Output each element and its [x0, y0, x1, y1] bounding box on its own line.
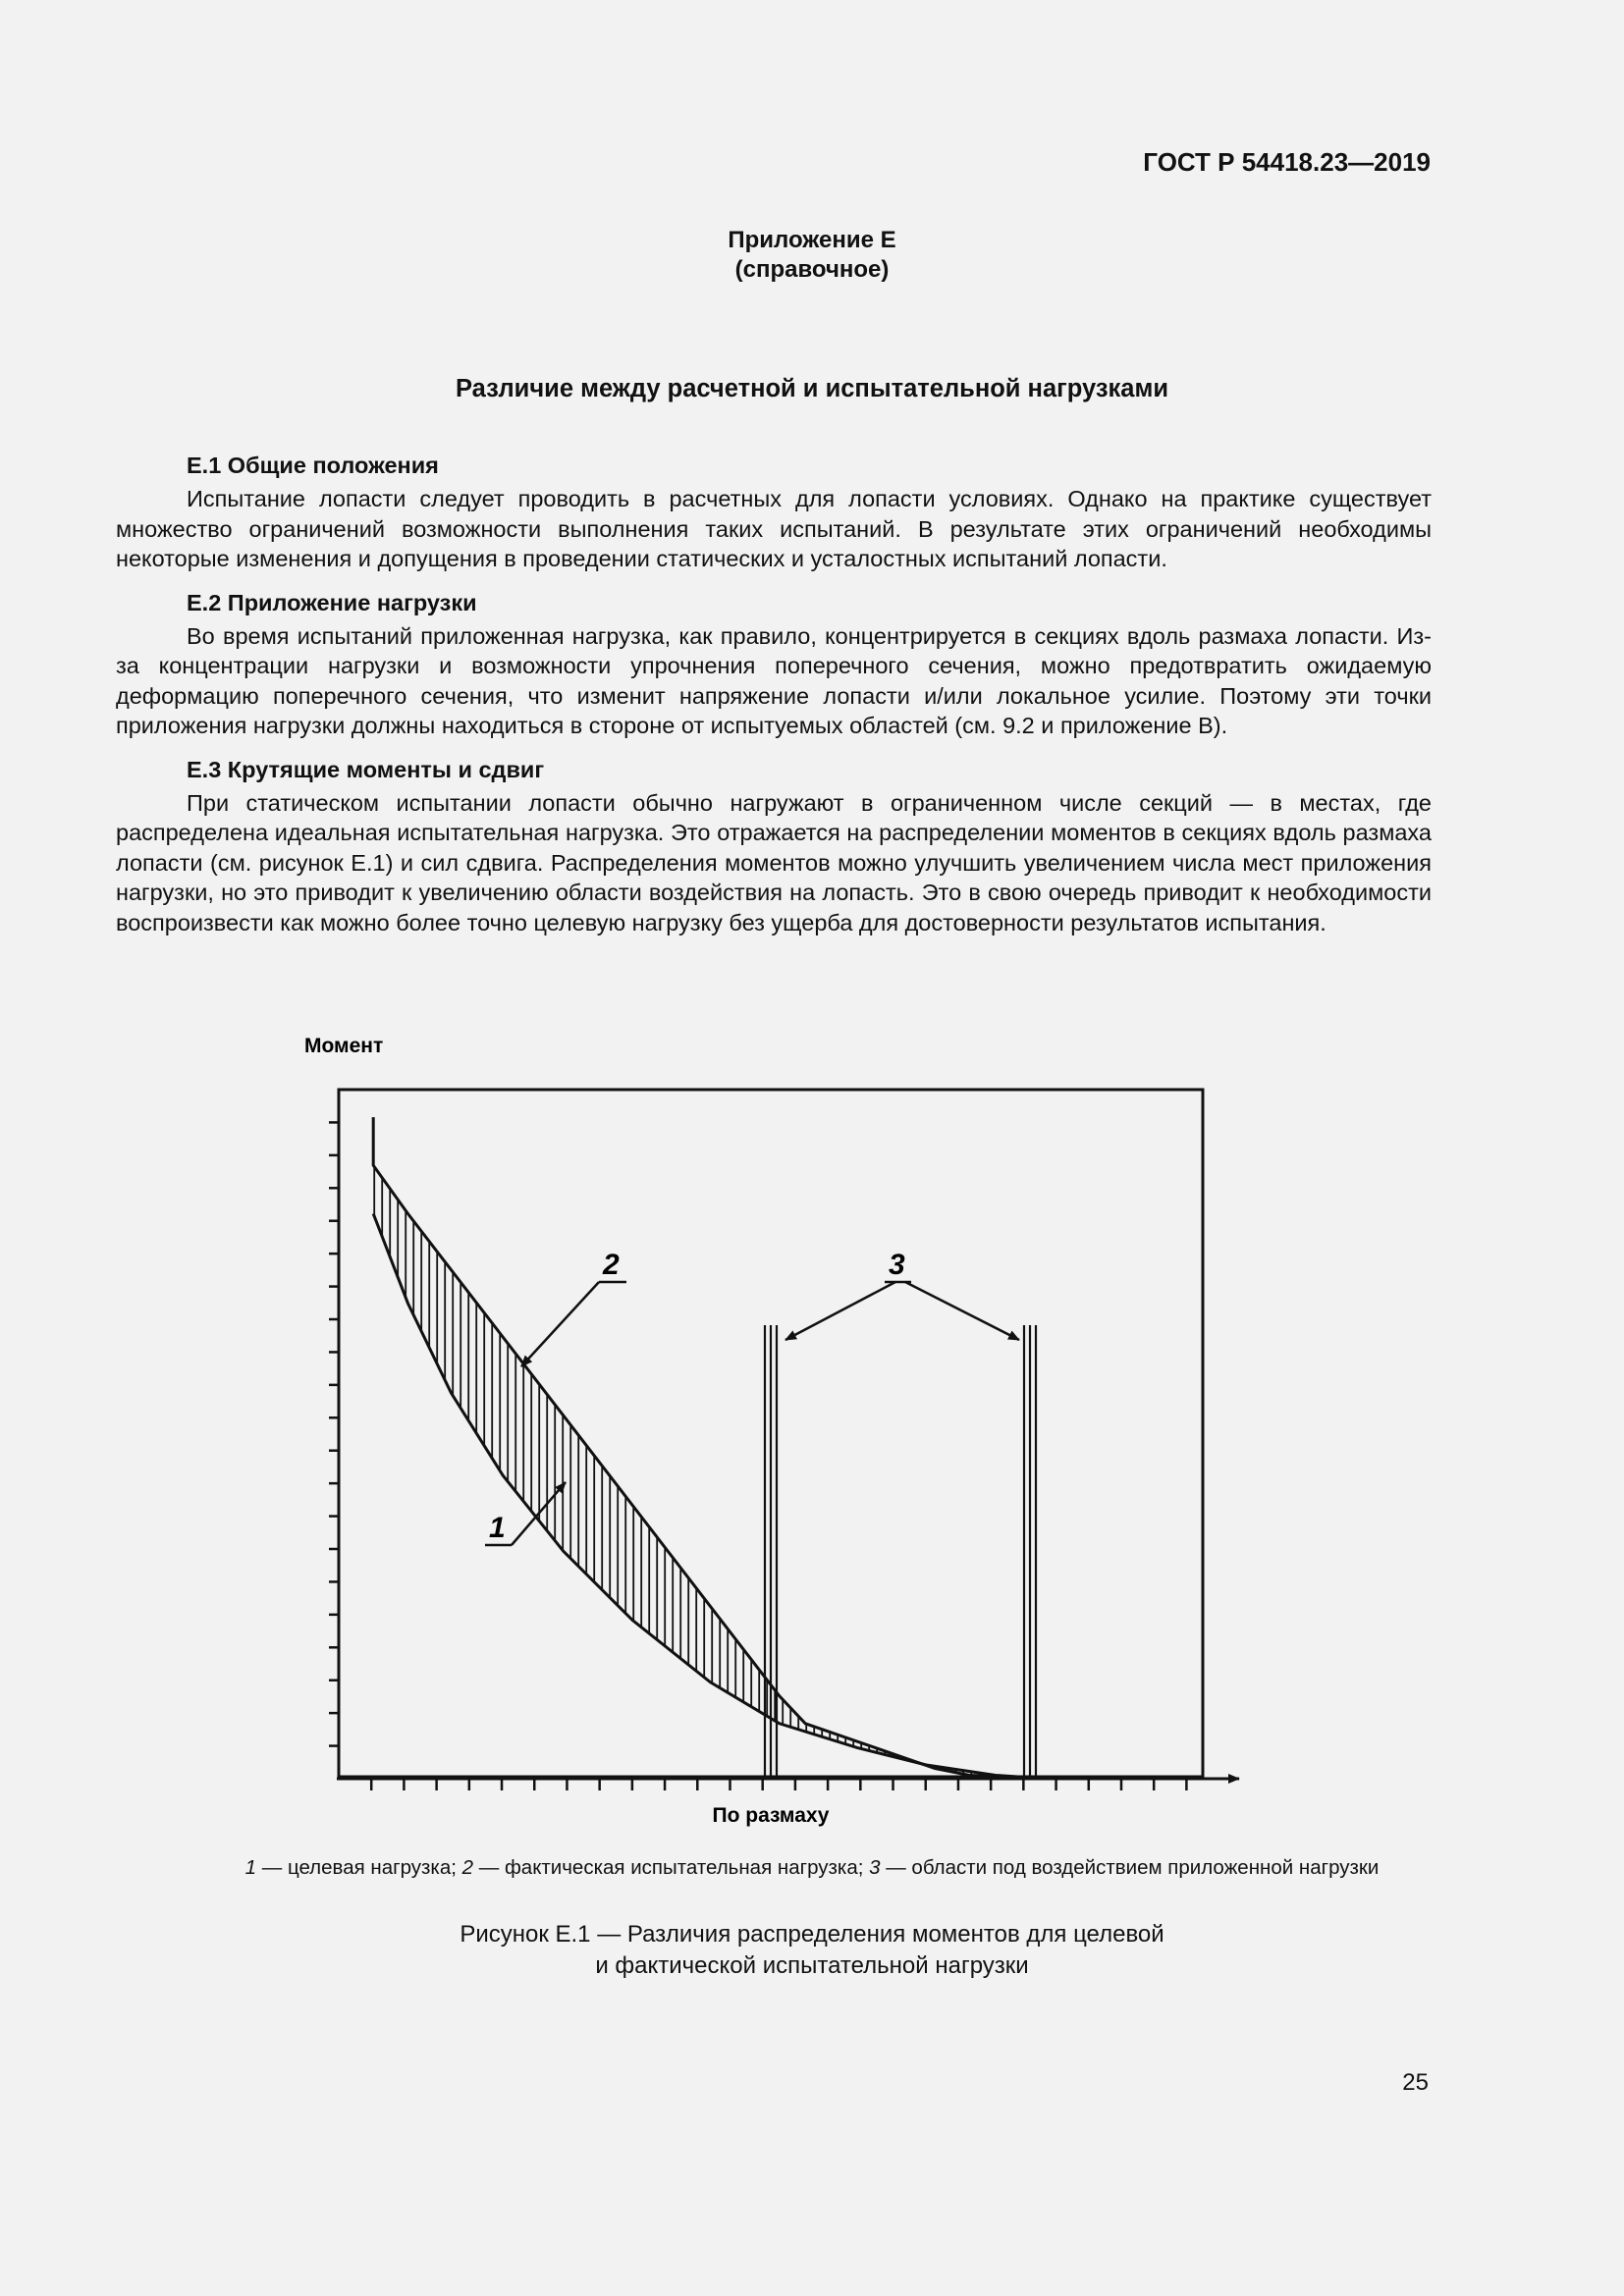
legend-text-2: — фактическая испытательная нагрузка; [473, 1856, 870, 1879]
legend-text-3: — области под воздействием приложенной нагрузки [880, 1856, 1380, 1879]
legend-text-1: — целевая нагрузка; [256, 1856, 462, 1879]
section-heading-e2: Е.2 Приложение нагрузки [187, 589, 477, 615]
annotation-leader-2 [521, 1282, 599, 1366]
page-number: 25 [1402, 2069, 1429, 2096]
section-heading-e3: Е.3 Крутящие моменты и сдвиг [187, 756, 545, 782]
legend-number-3: 3 [869, 1856, 881, 1879]
section-text-e1: Испытание лопасти следует проводить в расчетных для лопасти условиях. Однако на практике существует множество ограничений возможности выполнения таких испытаний. В результате этих ограничений необходимы некоторые изменения и допущения в проведении статических и усталостных испытаний лопасти. [116, 486, 1432, 571]
annotation-label-1: 1 [489, 1512, 506, 1544]
figure-e1 [0, 1021, 1624, 1845]
moment-chart [0, 1021, 1624, 1845]
appendix-subtitle: (справочное) [734, 256, 890, 283]
section-title: Различие между расчетной и испытательной нагрузками [455, 375, 1169, 402]
annotation-leader-3a [785, 1282, 895, 1340]
legend-number-1: 1 [244, 1856, 257, 1879]
section-heading-e1: Е.1 Общие положения [187, 453, 439, 478]
figure-caption [0, 1919, 1624, 1982]
annotation-label-2: 2 [603, 1249, 620, 1281]
section-text-e3: При статическом испытании лопасти обычно нагружают в ограниченном числе секций — в местах, где распределена идеальная испытательная нагрузка. Это отражается на распределении моментов в секциях вдоль размаха лопасти (см. рисунок Е.1) и сил сдвига. Распределения моментов можно улучшить увеличением числа мест приложения нагрузки, но это приводит к увеличению области воздействия на лопасть. Это в свою очередь приводит к необходимости воспроизвести как можно более точно целевую нагрузку без ущерба для достоверности результатов испытания. [116, 789, 1432, 935]
appendix-title: Приложение Е [728, 227, 896, 253]
section-text-e2: Во время испытаний приложенная нагрузка, как правило, концентрируется в секциях вдоль размаха лопасти. Из-за концентрации нагрузки и возможности упрочнения поперечного сечения, можно предотвратить ожидаемую деформацию поперечного сечения, что изменит напряжение лопасти и/или локальное усилие. Поэтому эти точки приложения нагрузки должны находиться в стороне от испытуемых областей (см. 9.2 и приложение В). [116, 622, 1432, 738]
annotation-label-3: 3 [889, 1249, 905, 1281]
figure-legend [0, 1856, 1624, 1880]
x-axis-label: По размаху [712, 1804, 830, 1827]
y-axis-label: Момент [304, 1035, 384, 1057]
figure-caption-line-1: Рисунок Е.1 — Различия распределения моментов для целевой [460, 1921, 1164, 1948]
difference-hatch [374, 1167, 971, 1776]
document-code: ГОСТ Р 54418.23—2019 [1143, 147, 1431, 177]
x-axis-ticks [371, 1779, 1186, 1790]
load-application-areas [765, 1325, 1036, 1779]
figure-caption-line-2: и фактической испытательной нагрузки [595, 1952, 1029, 1979]
annotation-leader-3b [905, 1282, 1019, 1340]
legend-number-2: 2 [461, 1856, 474, 1879]
document-body [116, 451, 1432, 951]
series-actual-load-line [373, 1117, 1047, 1779]
